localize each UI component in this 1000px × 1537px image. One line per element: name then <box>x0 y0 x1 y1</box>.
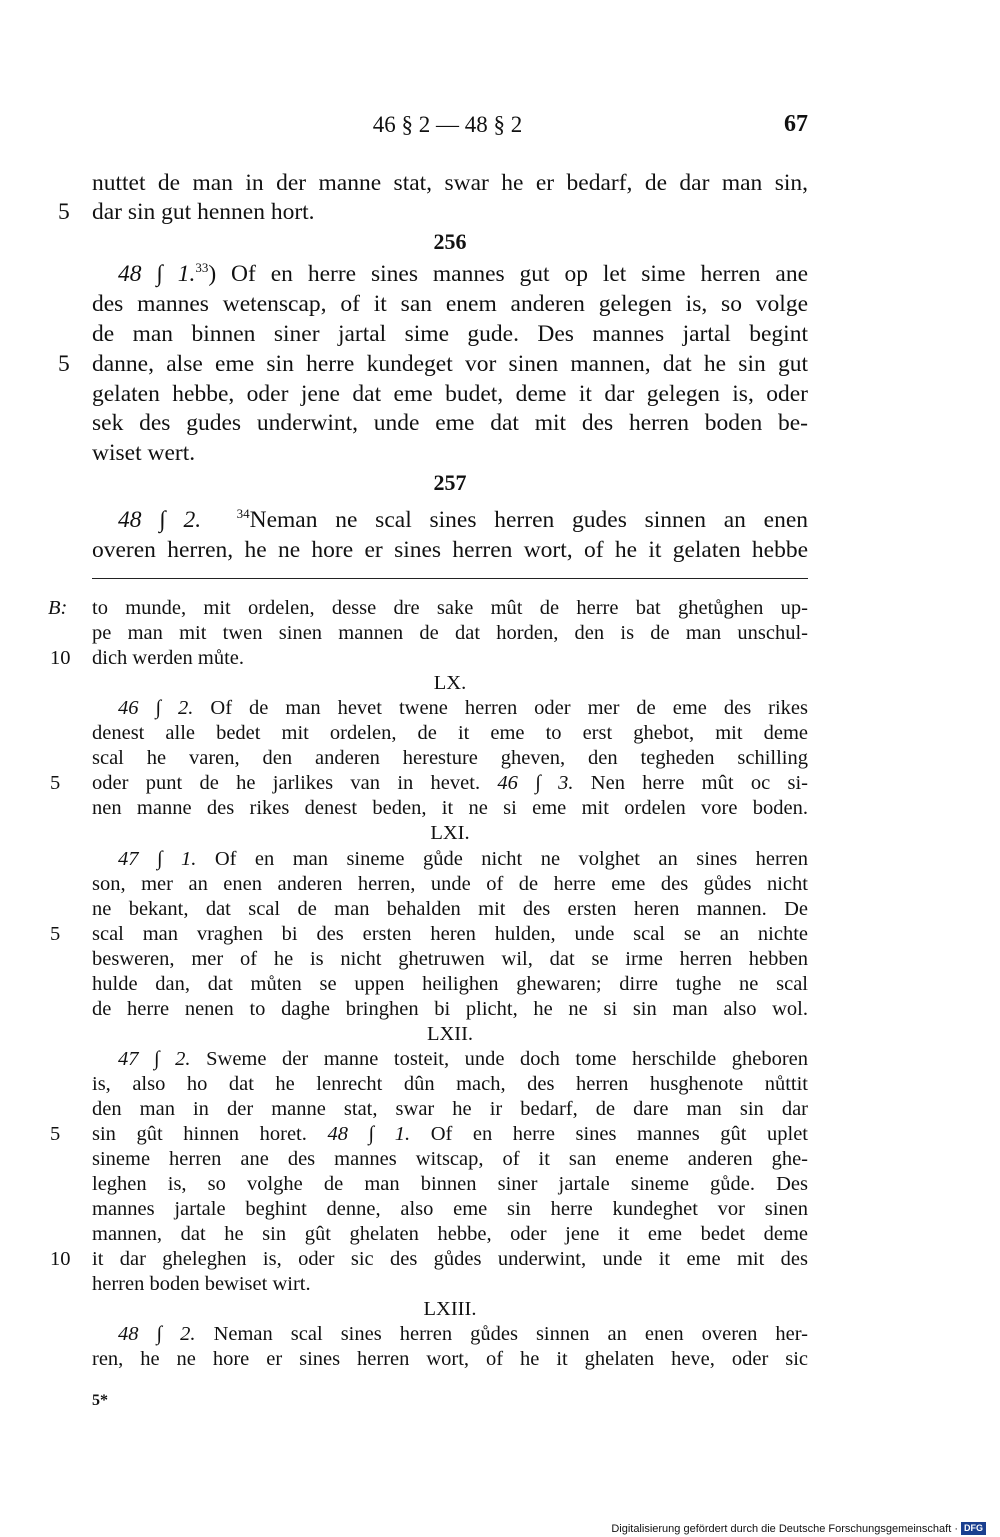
footnote-marker: 34 <box>236 506 250 521</box>
note-line <box>92 1123 808 1146</box>
text-segment: Of en herre sines mannes gût uplet <box>430 1123 809 1145</box>
text-line: dar sin gut hennen hort. <box>92 199 315 225</box>
signature-mark: 5* <box>92 1392 108 1409</box>
note-line: hulde dan, dat můten se uppen heilighen ghewaren; dirre tughe ne scal <box>92 973 808 995</box>
article-reference: 47 ∫ 1. <box>118 848 197 870</box>
manuscript-siglum: B: <box>48 597 68 619</box>
text-segment: Nen herre mût oc si- <box>590 772 808 794</box>
section-number: 257 <box>433 470 467 495</box>
running-head: 46 § 2 — 48 § 2 <box>372 112 523 137</box>
text-line: nuttet de man in der manne stat, swar he er bedarf, de dar man sin, <box>92 170 808 196</box>
credit-text: Digitalisierung gefördert durch die Deutsche Forschungsgemeinschaft · <box>611 1522 958 1535</box>
line-number: 5 <box>50 1123 61 1145</box>
note-line: son, mer an enen anderen herren, unde of de herre eme des gůdes nicht <box>92 873 808 895</box>
article-reference: 48 ∫ 2. <box>118 507 202 533</box>
section-first-line <box>118 507 808 534</box>
line-number: 5 <box>50 923 61 945</box>
page-number: 67 <box>784 111 808 137</box>
article-reference: 48 ∫ 1. <box>327 1123 411 1145</box>
divider-rule <box>92 578 808 579</box>
note-first-line <box>118 1048 808 1071</box>
note-first-line <box>118 1323 808 1346</box>
line-number: 10 <box>50 1248 71 1270</box>
note-line: mannes jartale beghint denne, also eme sin herre kundeghet vor sinen <box>92 1198 808 1220</box>
article-reference: 48 ∫ 1. <box>118 261 196 287</box>
digitization-credit <box>611 1522 986 1535</box>
note-line: is, also ho dat he lenrecht dûn mach, des herren husghenote nůttit <box>92 1073 808 1095</box>
note-line: leghen is, so volghe de man binnen siner jartale sineme gůde. Des <box>92 1173 808 1195</box>
text-line: des mannes wetenscap, of it san enem anderen gelegen is, so volge <box>92 291 808 317</box>
text-line: danne, alse eme sin herre kundeget vor sinen mannen, dat he sin gut <box>92 351 808 377</box>
note-line <box>92 772 808 795</box>
text-line: de man binnen siner jartal sime gude. Des mannes jartal begint <box>92 321 808 347</box>
note-line: denest alle bedet mit ordelen, de it eme to erst ghebot, mit deme <box>92 722 808 744</box>
chapter-heading: LX. <box>433 672 467 694</box>
text-line: wiset wert. <box>92 440 196 466</box>
note-line: it dar gheleghen is, oder sic des gůdes underwint, unde it eme mit des <box>92 1248 808 1270</box>
note-line: sineme herren ane des mannes witscap, of it san eneme anderen ghe- <box>92 1148 808 1170</box>
note-line: nen manne des rikes denest beden, it ne si eme mit ordelen vore boden. <box>92 797 808 819</box>
text-segment: ) Of en herre sines mannes gut op let sime herren ane <box>208 261 809 287</box>
note-line: den man in der manne stat, swar he ir bedarf, de dare man sin dar <box>92 1098 808 1120</box>
note-first-line <box>118 848 808 871</box>
note-line: herren boden bewiset wirt. <box>92 1273 311 1295</box>
text-segment: Sweme der manne tosteit, unde doch tome herschilde gheboren <box>206 1048 808 1070</box>
chapter-heading: LXI. <box>430 822 470 844</box>
note-line: ne bekant, dat scal de man behalden mit des ersten heren mannen. De <box>92 898 808 920</box>
article-reference: 46 ∫ 3. <box>497 772 574 794</box>
line-number: 10 <box>50 647 71 669</box>
chapter-heading: LXIII. <box>423 1298 477 1320</box>
note-line: mannen, dat he sin gût ghelaten hebbe, oder jene it eme bedet deme <box>92 1223 808 1245</box>
note-line: pe man mit twen sinen mannen de dat horden, den is de man unschul- <box>92 622 808 644</box>
section-number: 256 <box>433 229 467 254</box>
dfg-logo: DFG <box>961 1522 986 1535</box>
chapter-heading: LXII. <box>426 1023 474 1045</box>
text-segment: Of en man sineme gůde nicht ne volghet an sines herren <box>214 848 809 870</box>
article-reference: 47 ∫ 2. <box>118 1048 191 1070</box>
note-line: dich werden můte. <box>92 647 244 669</box>
article-reference: 48 ∫ 2. <box>118 1323 196 1345</box>
line-number: 5 <box>58 199 70 225</box>
article-reference: 46 ∫ 2. <box>118 697 194 719</box>
note-line: scal man vraghen bi des ersten heren hulden, unde scal se an nichte <box>92 923 808 945</box>
section-first-line <box>118 261 808 288</box>
text-line: sek des gudes underwint, unde eme dat mit des herren boden be- <box>92 410 808 436</box>
note-line: to munde, mit ordelen, desse dre sake mût de herre bat ghetůghen up- <box>92 597 808 619</box>
text-segment: Neman scal sines herren gůdes sinnen an enen overen her- <box>213 1323 808 1345</box>
note-line: de herre nenen to daghe bringhen bi plicht, he ne si sin man also wol. <box>92 998 808 1020</box>
text-segment: oder punt de he jarlikes van in hevet. <box>92 772 481 794</box>
footnote-marker: 33 <box>195 260 209 275</box>
note-line: besweren, mer of he is nicht ghetruwen wil, dat se irme herren hebben <box>92 948 808 970</box>
text-segment: Neman ne scal sines herren gudes sinnen an enen <box>249 507 809 533</box>
note-line: scal he varen, den anderen heresture gheven, den tegheden schilling <box>92 747 808 769</box>
line-number: 5 <box>58 351 70 377</box>
text-segment: sin gût hinnen horet. <box>92 1123 307 1145</box>
text-line: overen herren, he ne hore er sines herren wort, of he it gelaten hebbe <box>92 537 808 563</box>
text-line: gelaten hebbe, oder jene dat eme budet, deme it dar gelegen is, oder <box>92 381 808 407</box>
text-segment: Of de man hevet twene herren oder mer de eme des rikes <box>210 697 808 719</box>
note-line: ren, he ne hore er sines herren wort, of he it ghelaten heve, oder sic <box>92 1348 808 1370</box>
line-number: 5 <box>50 772 61 794</box>
note-first-line <box>118 697 808 720</box>
